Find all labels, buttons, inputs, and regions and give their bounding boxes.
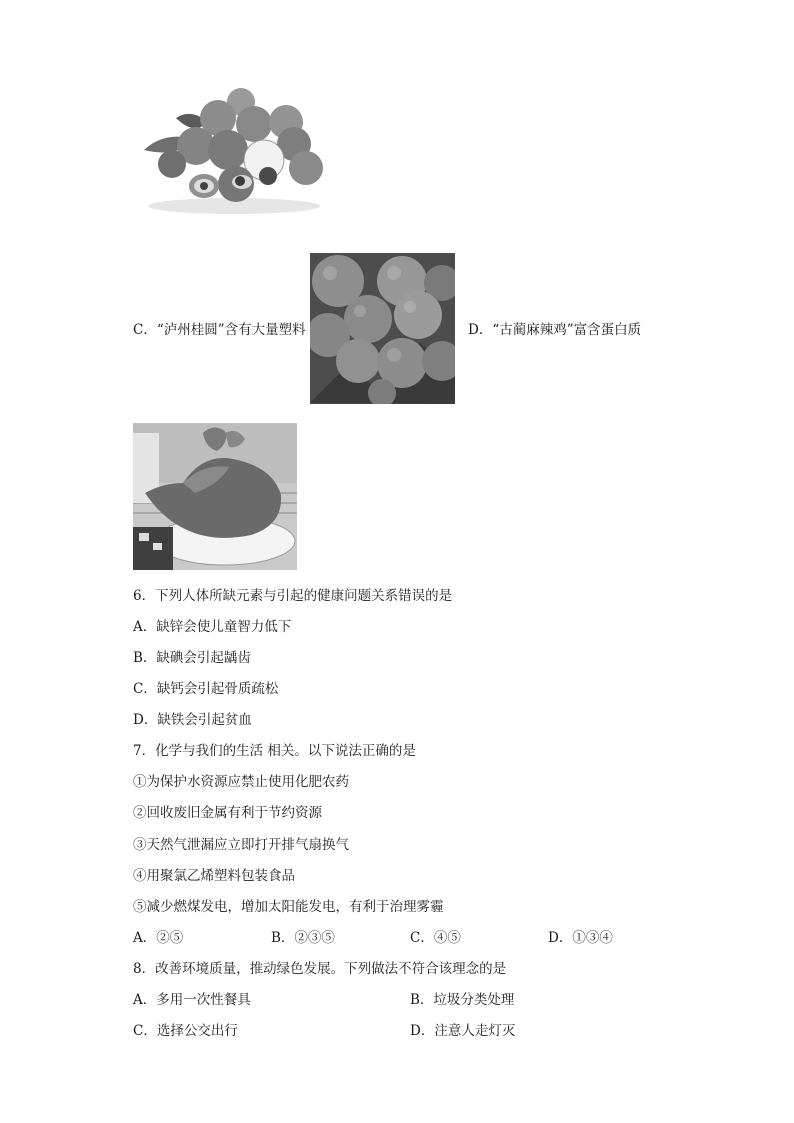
q8-option-d: D．注意人走灯灭 <box>410 1023 516 1039</box>
q7-option-c: C．④⑤ <box>410 930 461 946</box>
q6-stem: 6．下列人体所缺元素与引起的健康问题关系错误的是 <box>133 588 453 604</box>
q5-option-c: C．“泸州桂圆”含有大量塑料 <box>133 322 306 338</box>
lychee-image <box>136 88 332 216</box>
q8-option-b: B．垃圾分类处理 <box>410 992 515 1008</box>
longan-image <box>310 253 455 404</box>
q6-option-d: D．缺铁会引起贫血 <box>133 712 252 728</box>
q7-option-d: D．①③④ <box>548 930 613 946</box>
q8-option-c: C．选择公交出行 <box>133 1023 238 1039</box>
q7-statement-1: ①为保护水资源应禁止使用化肥农药 <box>133 774 349 790</box>
q6-option-b: B．缺碘会引起龋齿 <box>133 650 251 666</box>
q7-statement-2: ②回收废旧金属有利于节约资源 <box>133 805 322 821</box>
q7-option-b: B．②③⑤ <box>271 930 335 946</box>
q7-stem: 7．化学与我们的生活 相关。以下说法正确的是 <box>133 743 416 759</box>
q8-option-a: A．多用一次性餐具 <box>133 992 251 1008</box>
q6-option-a: A．缺锌会使儿童智力低下 <box>133 619 292 635</box>
q7-statement-3: ③天然气泄漏应立即打开排气扇换气 <box>133 837 349 853</box>
chicken-image <box>133 423 297 570</box>
q8-stem: 8．改善环境质量，推动绿色发展。下列做法不符合该理念的是 <box>133 961 507 977</box>
q7-option-a: A．②⑤ <box>133 930 184 946</box>
q5-option-d: D．“古蔺麻辣鸡”富含蛋白质 <box>468 322 642 338</box>
q7-statement-4: ④用聚氯乙烯塑料包装食品 <box>133 868 295 884</box>
q7-statement-5: ⑤减少燃煤发电，增加太阳能发电，有利于治理雾霾 <box>133 899 444 915</box>
q6-option-c: C．缺钙会引起骨质疏松 <box>133 681 279 697</box>
